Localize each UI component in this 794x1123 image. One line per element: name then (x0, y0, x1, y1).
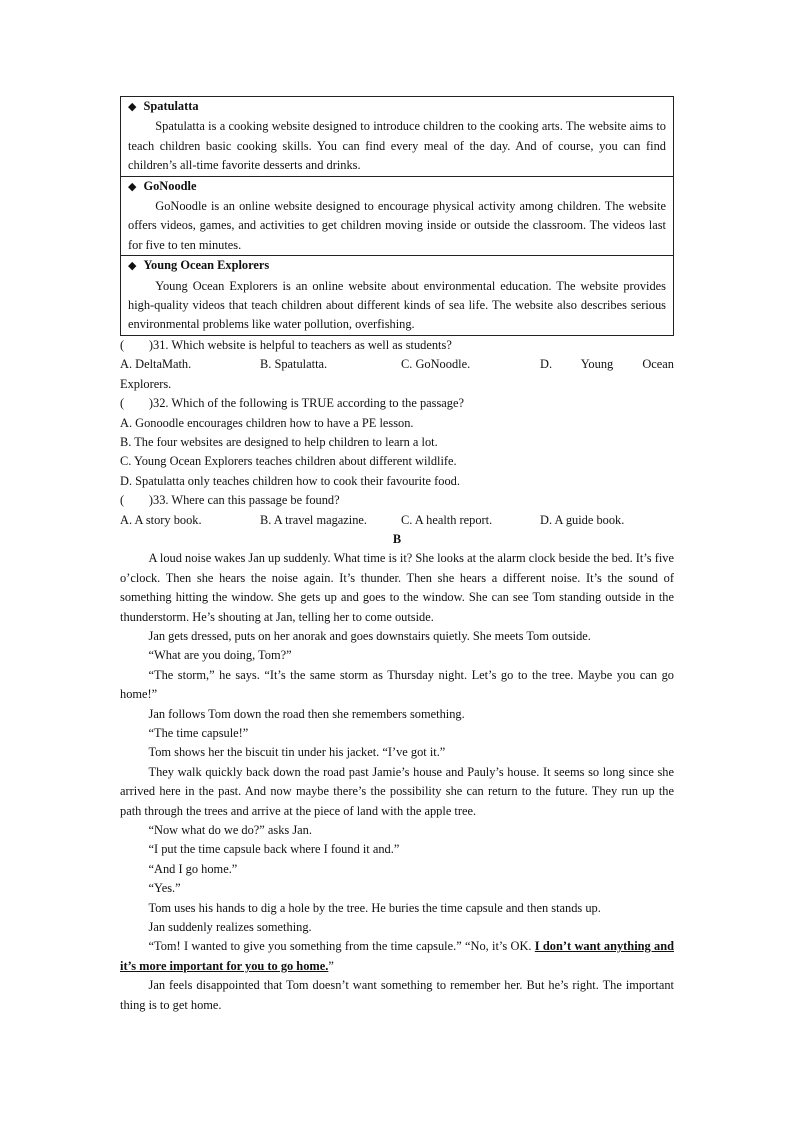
option-b: B. The four websites are designed to help children to learn a lot. (120, 434, 438, 449)
option-c: C. GoNoodle. (401, 357, 471, 372)
story-paragraph: Tom uses his hands to dig a hole by the tree. He buries the time capsule and then stands up. (148, 900, 601, 915)
option-c: C. A health report. (401, 512, 493, 527)
option-d: D. Spatulatta only teaches children how to cook their favourite food. (120, 473, 460, 488)
option-a: A. Gonoodle encourages children how to have a PE lesson. (120, 415, 414, 430)
website-spatulatta (121, 97, 673, 176)
website-description: GoNoodle is an online website designed to encourage physical activity among children. The website offers videos, games, and activities to get children moving inside or outside the classroom. The videos last for five to ten minutes. (128, 199, 666, 252)
question-options (120, 355, 674, 374)
story-paragraph: “The storm,” he says. “It’s the same storm as Thursday night. Let’s go to the tree. Maybe you can go home!” (120, 667, 674, 702)
story-paragraph: They walk quickly back down the road past Jamie’s house and Pauly’s house. It seems so long since she arrived here in the past. And now maybe there’s the possibility she can return to the future. They run up the path through the trees and arrive at the piece of land with the apple tree. (120, 764, 674, 818)
website-gonoodle (121, 176, 673, 256)
option-c: C. Young Ocean Explorers teaches children about different wildlife. (120, 454, 457, 469)
question-stem: ( )31. Which website is helpful to teachers as well as students? (120, 337, 452, 352)
section-b-story (120, 549, 674, 1015)
story-paragraph: A loud noise wakes Jan up suddenly. What time is it? She looks at the alarm clock beside the bed. It’s five o’clock. Then she hears the noise again. It’s thunder. Then she hears a different noise. It’s the sound of something hitting the window. She gets up and goes to the window. She can see Tom standing outside in the thunderstorm. He’s shouting at Jan, telling her to come outside. (120, 551, 674, 624)
underlined-sentence: I don’t want anything and it’s more important for you to go home. (120, 939, 674, 973)
diamond-bullet-icon: ◆ (128, 101, 137, 113)
option-d-continued: Explorers. (120, 376, 172, 391)
question-stem: ( )32. Which of the following is TRUE according to the passage? (120, 396, 464, 411)
website-description: Young Ocean Explorers is an online website about environmental education. The website provides high-quality videos that teach children about different kinds of sea life. The website also describes serious environmental problems like water pollution, overfishing. (128, 278, 666, 332)
option-a: A. A story book. (120, 512, 202, 527)
website-title: ◆ GoNoodle (128, 178, 197, 193)
option-a: A. DeltaMath. (120, 357, 192, 372)
question-31 (120, 336, 674, 394)
question-options (120, 511, 674, 530)
story-paragraph: “Now what do we do?” asks Jan. (148, 823, 312, 838)
exam-page (120, 96, 674, 1015)
websites-table (120, 96, 674, 336)
story-paragraph: “Tom! I wanted to give you something from the time capsule.” “No, it’s OK. I don’t want anything and it’s more important for you to go home.” (120, 939, 674, 973)
diamond-bullet-icon: ◆ (128, 180, 137, 193)
question-stem: ( )33. Where can this passage be found? (120, 493, 340, 508)
option-b: B. A travel magazine. (260, 512, 368, 527)
story-paragraph: Jan follows Tom down the road then she remembers something. (148, 706, 465, 721)
story-paragraph: Jan gets dressed, puts on her anorak and goes downstairs quietly. She meets Tom outside. (148, 628, 591, 643)
option-b: B. Spatulatta. (260, 357, 328, 372)
story-paragraph: “I put the time capsule back where I found it and.” (148, 842, 400, 857)
story-paragraph: Tom shows her the biscuit tin under his jacket. “I’ve got it.” (148, 745, 446, 760)
website-title: ◆ Spatulatta (128, 99, 199, 113)
question-33 (120, 491, 674, 530)
story-paragraph: “What are you doing, Tom?” (148, 648, 292, 663)
website-description: Spatulatta is a cooking website designed to introduce children to the cooking arts. The website aims to teach children basic cooking skills. You can find every meal of the day. And of course, you can find children’s all-time favorite desserts and drinks. (128, 119, 666, 173)
question-32 (120, 394, 674, 491)
story-paragraph: “Yes.” (148, 881, 181, 896)
website-young-ocean-explorers (121, 255, 673, 335)
option-d: D. A guide book. (540, 512, 625, 527)
story-paragraph: Jan feels disappointed that Tom doesn’t want something to remember her. But he’s right. The important thing is to get home. (120, 978, 674, 1012)
story-paragraph: Jan suddenly realizes something. (148, 920, 312, 935)
diamond-bullet-icon: ◆ (128, 260, 137, 273)
story-paragraph: “And I go home.” (148, 861, 238, 876)
story-paragraph: “The time capsule!” (148, 726, 249, 740)
section-b-heading: B (392, 531, 402, 546)
option-d: D. Young Ocean (540, 357, 674, 372)
website-title: ◆ Young Ocean Explorers (128, 258, 270, 273)
